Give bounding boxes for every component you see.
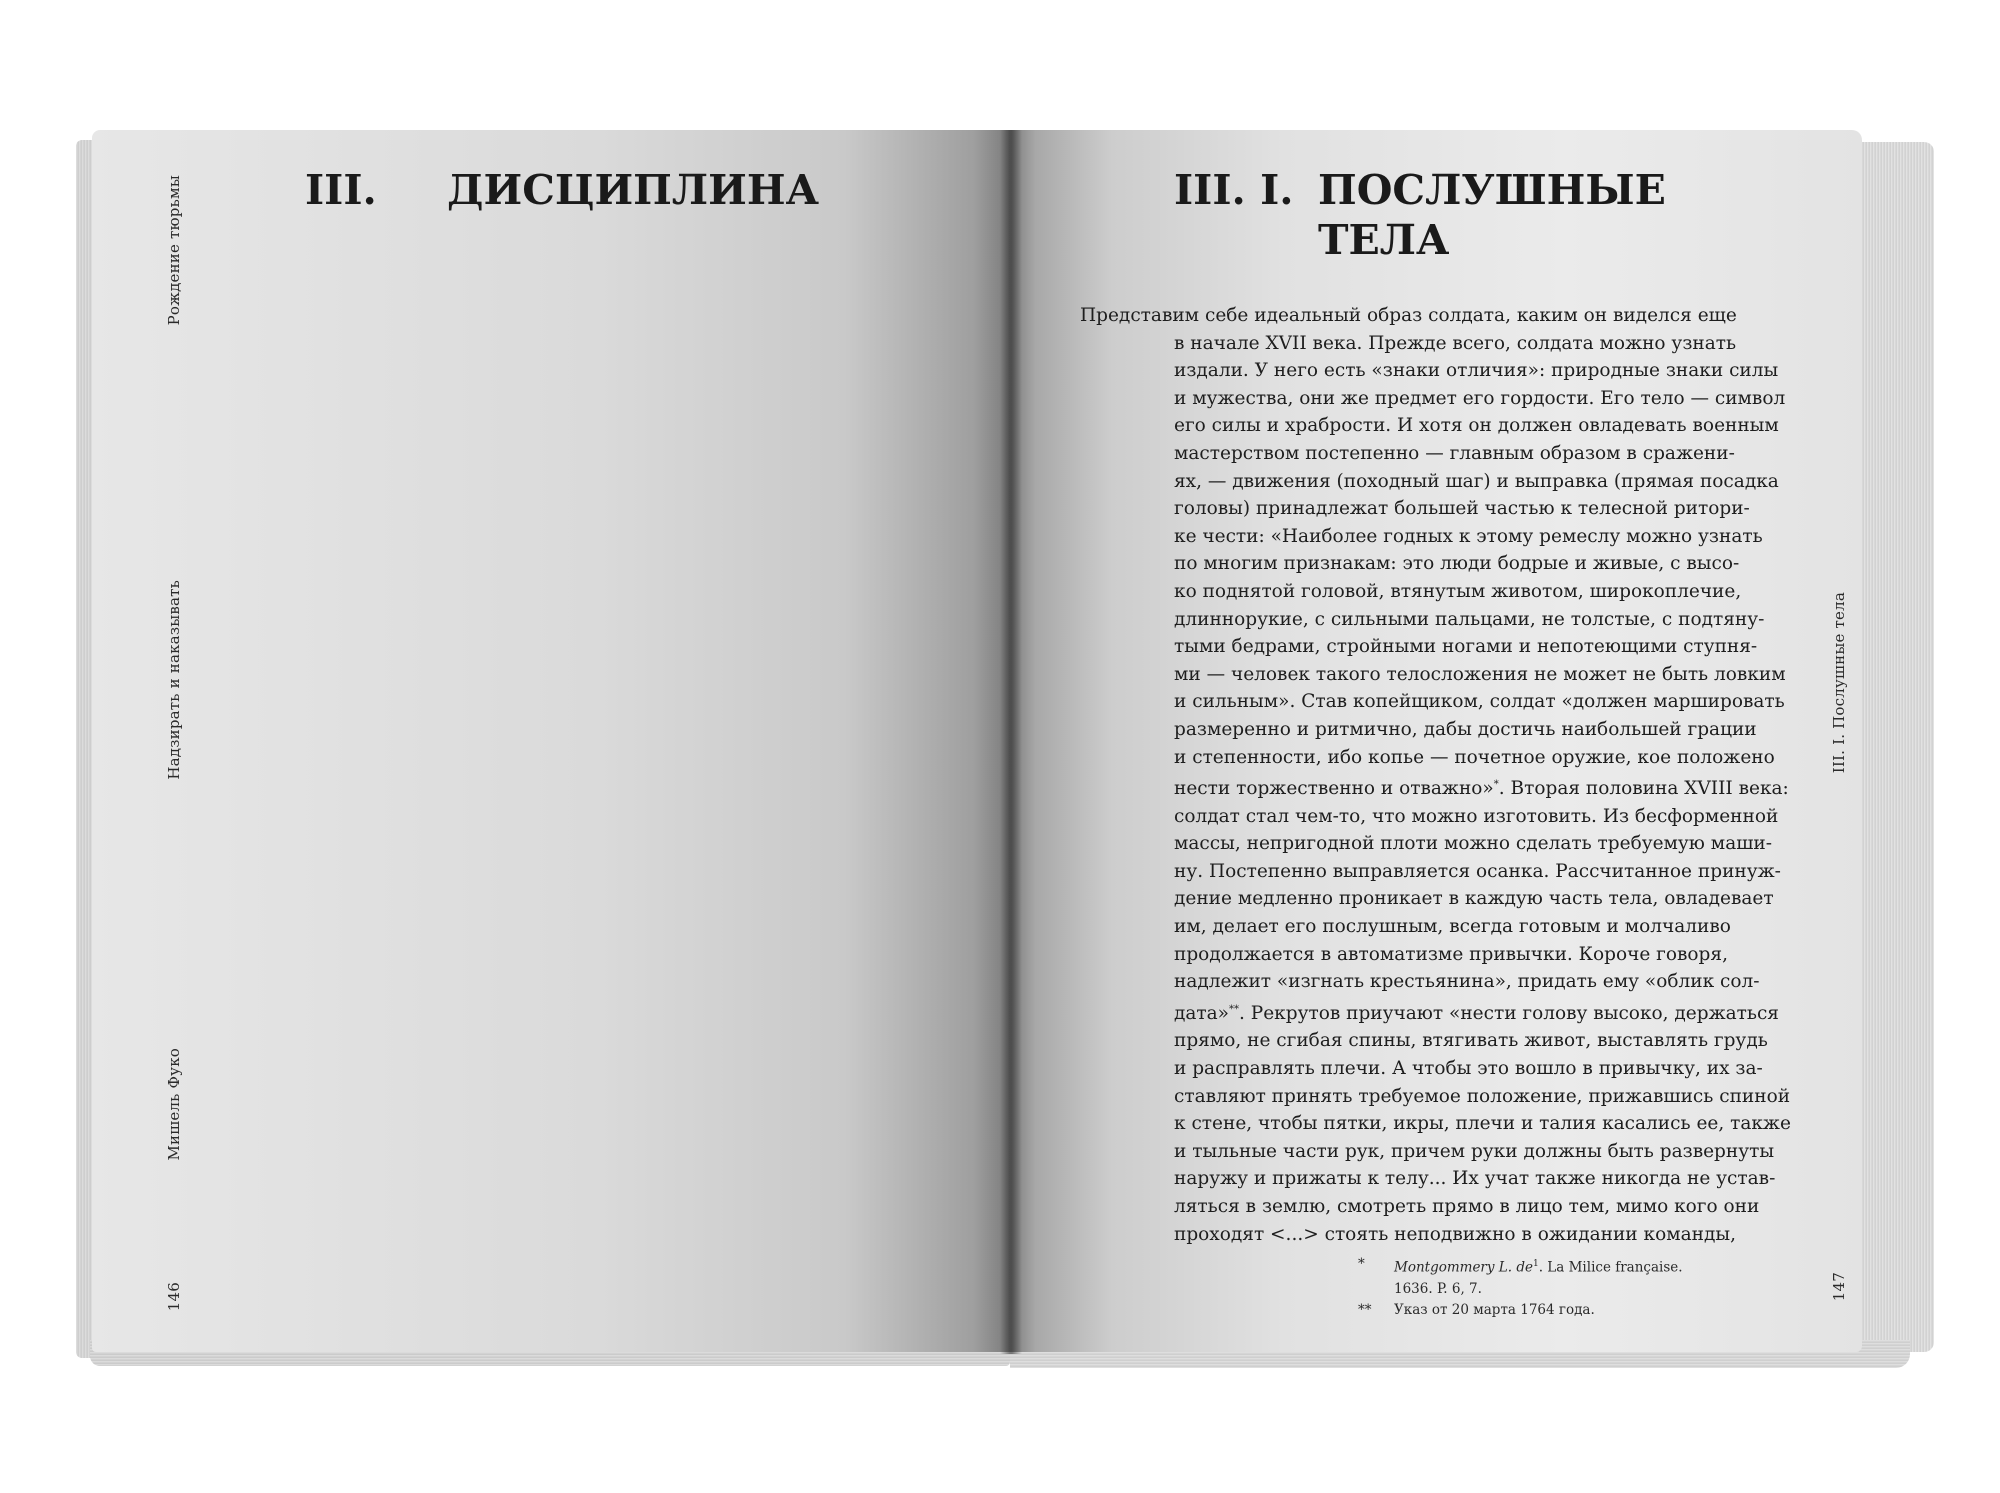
chapter-title: ДИСЦИПЛИНА bbox=[447, 166, 820, 214]
body-text-fragment: нести торжественно и отважно» bbox=[1174, 778, 1494, 800]
body-line: ми — человек такого телосложения не может не быть ловким bbox=[1174, 663, 1786, 685]
right-page-block-edge bbox=[1852, 142, 1934, 1352]
body-text-fragment: . Рекрутов приучают «нести голову высоко, держаться bbox=[1239, 1002, 1779, 1024]
body-line: ко поднятой головой, втянутым животом, широкоплечие, bbox=[1174, 580, 1742, 602]
right-page-number: 147 bbox=[1830, 1272, 1848, 1302]
body-line: ляться в землю, смотреть прямо в лицо тем, мимо кого они bbox=[1174, 1196, 1760, 1217]
body-line: тыми бедрами, стройными ногами и непотеющими ступня- bbox=[1174, 636, 1758, 658]
body-line: ях, — движения (походный шаг) и выправка (прямая посадка bbox=[1174, 470, 1779, 492]
body-line-with-note bbox=[1174, 771, 1814, 803]
body-line: его силы и храбрости. И хотя он должен овладевать военным bbox=[1174, 415, 1779, 437]
footnote bbox=[1358, 1300, 1683, 1321]
left-running-head-bottom: Мишель Фуко bbox=[165, 1048, 183, 1161]
body-line: ке чести: «Наиболее годных к этому ремеслу можно узнать bbox=[1174, 525, 1763, 547]
right-running-head: III. I. Послушные тела bbox=[1830, 592, 1848, 774]
body-line: проходят <...> стоять неподвижно в ожидании команды, bbox=[1174, 1223, 1736, 1245]
body-line: и степенности, ибо копье — почетное оружие, кое положено bbox=[1174, 746, 1775, 768]
section-number: III. I. bbox=[1174, 166, 1294, 214]
body-line: издали. У него есть «знаки отличия»: природные знаки силы bbox=[1174, 360, 1779, 382]
body-line: продолжается в автоматизме привычки. Короче говоря, bbox=[1174, 943, 1728, 965]
body-line: дение медленно проникает в каждую часть тела, овладевает bbox=[1174, 888, 1774, 910]
footnote-title: . La Milice française. bbox=[1538, 1259, 1683, 1276]
footnote-text bbox=[1394, 1254, 1683, 1279]
body-line: массы, непригодной плоти можно сделать требуемую маши- bbox=[1174, 833, 1772, 855]
footnote-author-sup: 1 bbox=[1532, 1259, 1539, 1269]
left-page bbox=[92, 130, 1010, 1352]
body-line: и сильным». Став копейщиком, солдат «должен маршировать bbox=[1174, 691, 1785, 713]
body-line: ну. Постепенно выправляется осанка. Рассчитанное принуж- bbox=[1174, 860, 1781, 882]
body-line: и мужества, они же предмет его гордости. Его тело — символ bbox=[1174, 387, 1786, 409]
left-running-head-top: Рождение тюрьмы bbox=[165, 175, 183, 326]
body-line: мастерством постепенно — главным образом в сражени- bbox=[1174, 442, 1735, 464]
body-line: надлежит «изгнать крестьянина», придать ему «облик сол- bbox=[1174, 971, 1760, 993]
body-line: солдат стал чем-то, что можно изготовить. Из бесформенной bbox=[1174, 805, 1779, 827]
section-title-line-1: ПОСЛУШНЫЕ bbox=[1318, 166, 1666, 214]
body-line: прямо, не сгибая спины, втягивать живот, выставлять грудь bbox=[1174, 1030, 1768, 1052]
chapter-number: III. bbox=[305, 166, 377, 214]
footnotes bbox=[1358, 1254, 1683, 1321]
body-line: головы) принадлежат большей частью к телесной ритори- bbox=[1174, 498, 1750, 520]
body-line: Представим себе идеальный образ солдата, каким он виделся еще bbox=[1080, 305, 1737, 326]
book-gutter bbox=[1000, 130, 1022, 1354]
body-line: по многим признакам: это люди бодрые и живые, с высо- bbox=[1174, 553, 1740, 575]
body-line: длиннорукие, с сильными пальцами, не толстые, с подтяну- bbox=[1174, 608, 1765, 630]
body-line: наружу и прижаты к телу... Их учат также никогда не устав- bbox=[1174, 1168, 1776, 1190]
body-text-fragment: . Вторая половина XVIII века: bbox=[1498, 778, 1789, 800]
body-line: размеренно и ритмично, дабы достичь наибольшей грации bbox=[1174, 718, 1757, 740]
body-line-with-note bbox=[1174, 996, 1814, 1028]
footnote-marker: ** bbox=[1358, 1301, 1372, 1318]
body-line: в начале XVII века. Прежде всего, солдата можно узнать bbox=[1174, 332, 1737, 354]
footnote-reference: ** bbox=[1229, 1003, 1240, 1015]
left-running-head-middle: Надзирать и наказывать bbox=[165, 580, 183, 780]
body-line: и тыльные части рук, причем руки должны быть развернуты bbox=[1174, 1140, 1775, 1162]
footnote-text: 1636. P. 6, 7. bbox=[1394, 1280, 1482, 1297]
left-page-number: 146 bbox=[165, 1282, 183, 1312]
footnote-continuation bbox=[1358, 1279, 1683, 1300]
footnote-author: Montgommery L. de bbox=[1394, 1259, 1533, 1276]
body-line: и расправлять плечи. А чтобы это вошло в привычку, их за- bbox=[1174, 1058, 1763, 1080]
body-line: им, делает его послушным, всегда готовым и молчаливо bbox=[1174, 916, 1731, 938]
body-text-fragment: дата» bbox=[1174, 1002, 1230, 1024]
body-text bbox=[1080, 302, 1814, 1248]
section-title-line-2: ТЕЛА bbox=[1318, 216, 1450, 264]
body-line: к стене, чтобы пятки, икры, плечи и талия касались ее, также bbox=[1174, 1113, 1791, 1135]
footnote-reference: * bbox=[1493, 779, 1499, 791]
footnote-marker: * bbox=[1358, 1256, 1365, 1272]
footnote-text: Указ от 20 марта 1764 года. bbox=[1394, 1301, 1595, 1318]
footnote bbox=[1358, 1254, 1683, 1279]
body-line: ставляют принять требуемое положение, прижавшись спиной bbox=[1174, 1085, 1791, 1107]
